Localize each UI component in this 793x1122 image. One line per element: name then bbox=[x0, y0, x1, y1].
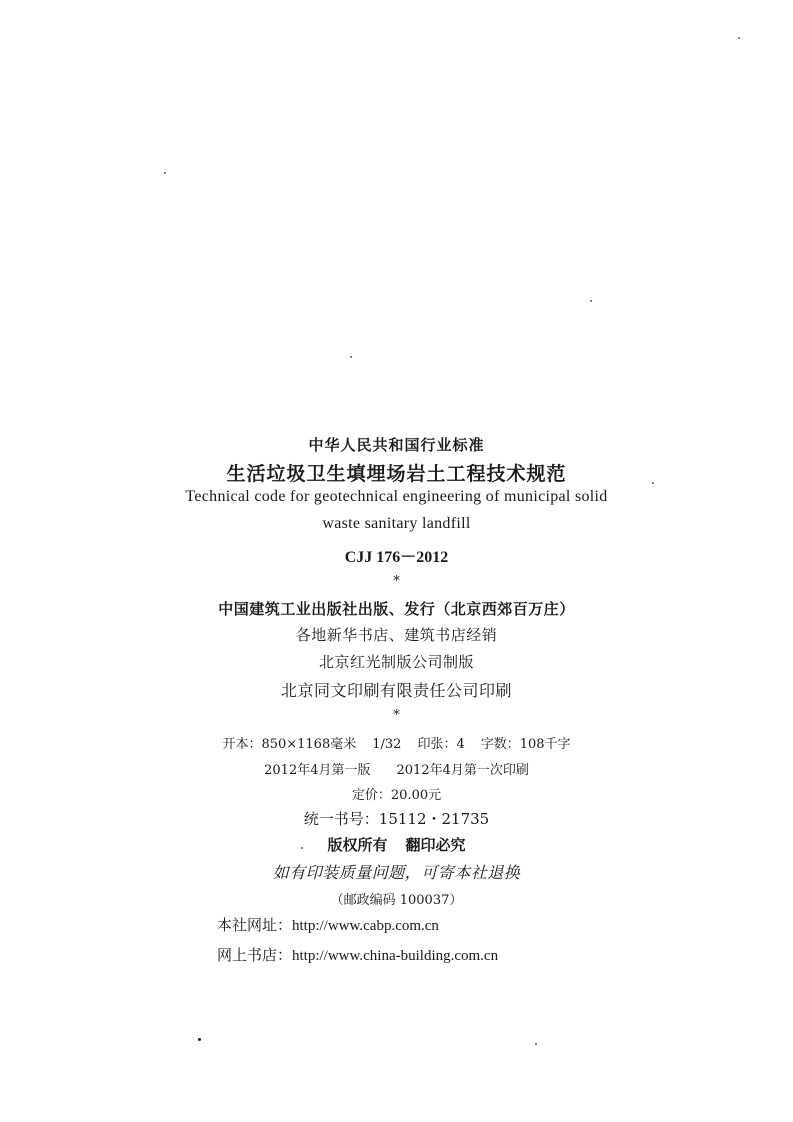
asterisk-separator: * bbox=[393, 574, 400, 589]
first-printing: 2012年4月第一次印刷 bbox=[396, 763, 529, 778]
price: 定价：20.00元 bbox=[351, 788, 442, 803]
title-chinese: 生活垃圾卫生填埋场岩土工程技术规范 bbox=[226, 463, 567, 485]
scan-speck bbox=[198, 1038, 201, 1041]
format-spec: 开本：850×1168毫米 bbox=[222, 737, 357, 752]
website-line bbox=[217, 914, 439, 935]
website-url[interactable]: http://www.cabp.com.cn bbox=[292, 918, 439, 934]
scan-speck bbox=[350, 356, 352, 358]
title-english-line-2: waste sanitary landfill bbox=[322, 515, 471, 532]
piracy-notice: 翻印必究 bbox=[405, 836, 466, 854]
scan-speck bbox=[652, 482, 654, 484]
fold-spec: 1/32 bbox=[372, 737, 402, 752]
bookstore-url[interactable]: http://www.china-building.com.cn bbox=[292, 948, 499, 964]
copyright: 版权所有 bbox=[327, 836, 388, 854]
edition-line bbox=[0, 759, 793, 778]
website-label: 本社网址： bbox=[217, 916, 293, 934]
bookstore-line bbox=[217, 944, 498, 965]
distributor-line: 各地新华书店、建筑书店经销 bbox=[295, 626, 498, 644]
postcode: （邮政编码 100037） bbox=[330, 893, 463, 908]
scan-speck bbox=[590, 300, 592, 302]
publisher-line: 中国建筑工业出版社出版、发行（北京西郊百万庄） bbox=[218, 600, 575, 618]
sheets-spec: 印张：4 bbox=[417, 737, 465, 752]
bookstore-label: 网上书店： bbox=[217, 946, 293, 964]
unified-book-number: 统一书号：15112・21735 bbox=[303, 810, 490, 828]
word-count: 字数：108千字 bbox=[480, 737, 571, 752]
printer-line: 北京同文印刷有限责任公司印刷 bbox=[280, 681, 512, 700]
asterisk-separator: * bbox=[393, 708, 400, 723]
scan-speck bbox=[164, 172, 166, 174]
first-edition: 2012年4月第一版 bbox=[264, 763, 371, 778]
standard-code: CJJ 176－2012 bbox=[344, 549, 449, 566]
standard-category: 中华人民共和国行业标准 bbox=[308, 436, 485, 454]
scan-speck bbox=[535, 1043, 537, 1045]
title-english-line-1: Technical code for geotechnical engineering of municipal solid bbox=[185, 488, 608, 505]
scan-speck bbox=[301, 847, 303, 849]
plate-maker-line: 北京红光制版公司制版 bbox=[318, 653, 474, 671]
copyright-line bbox=[0, 834, 793, 855]
print-specs-line bbox=[0, 733, 793, 752]
scan-speck bbox=[738, 37, 740, 39]
quality-notice: 如有印装质量问题，可寄本社退换 bbox=[272, 863, 521, 882]
